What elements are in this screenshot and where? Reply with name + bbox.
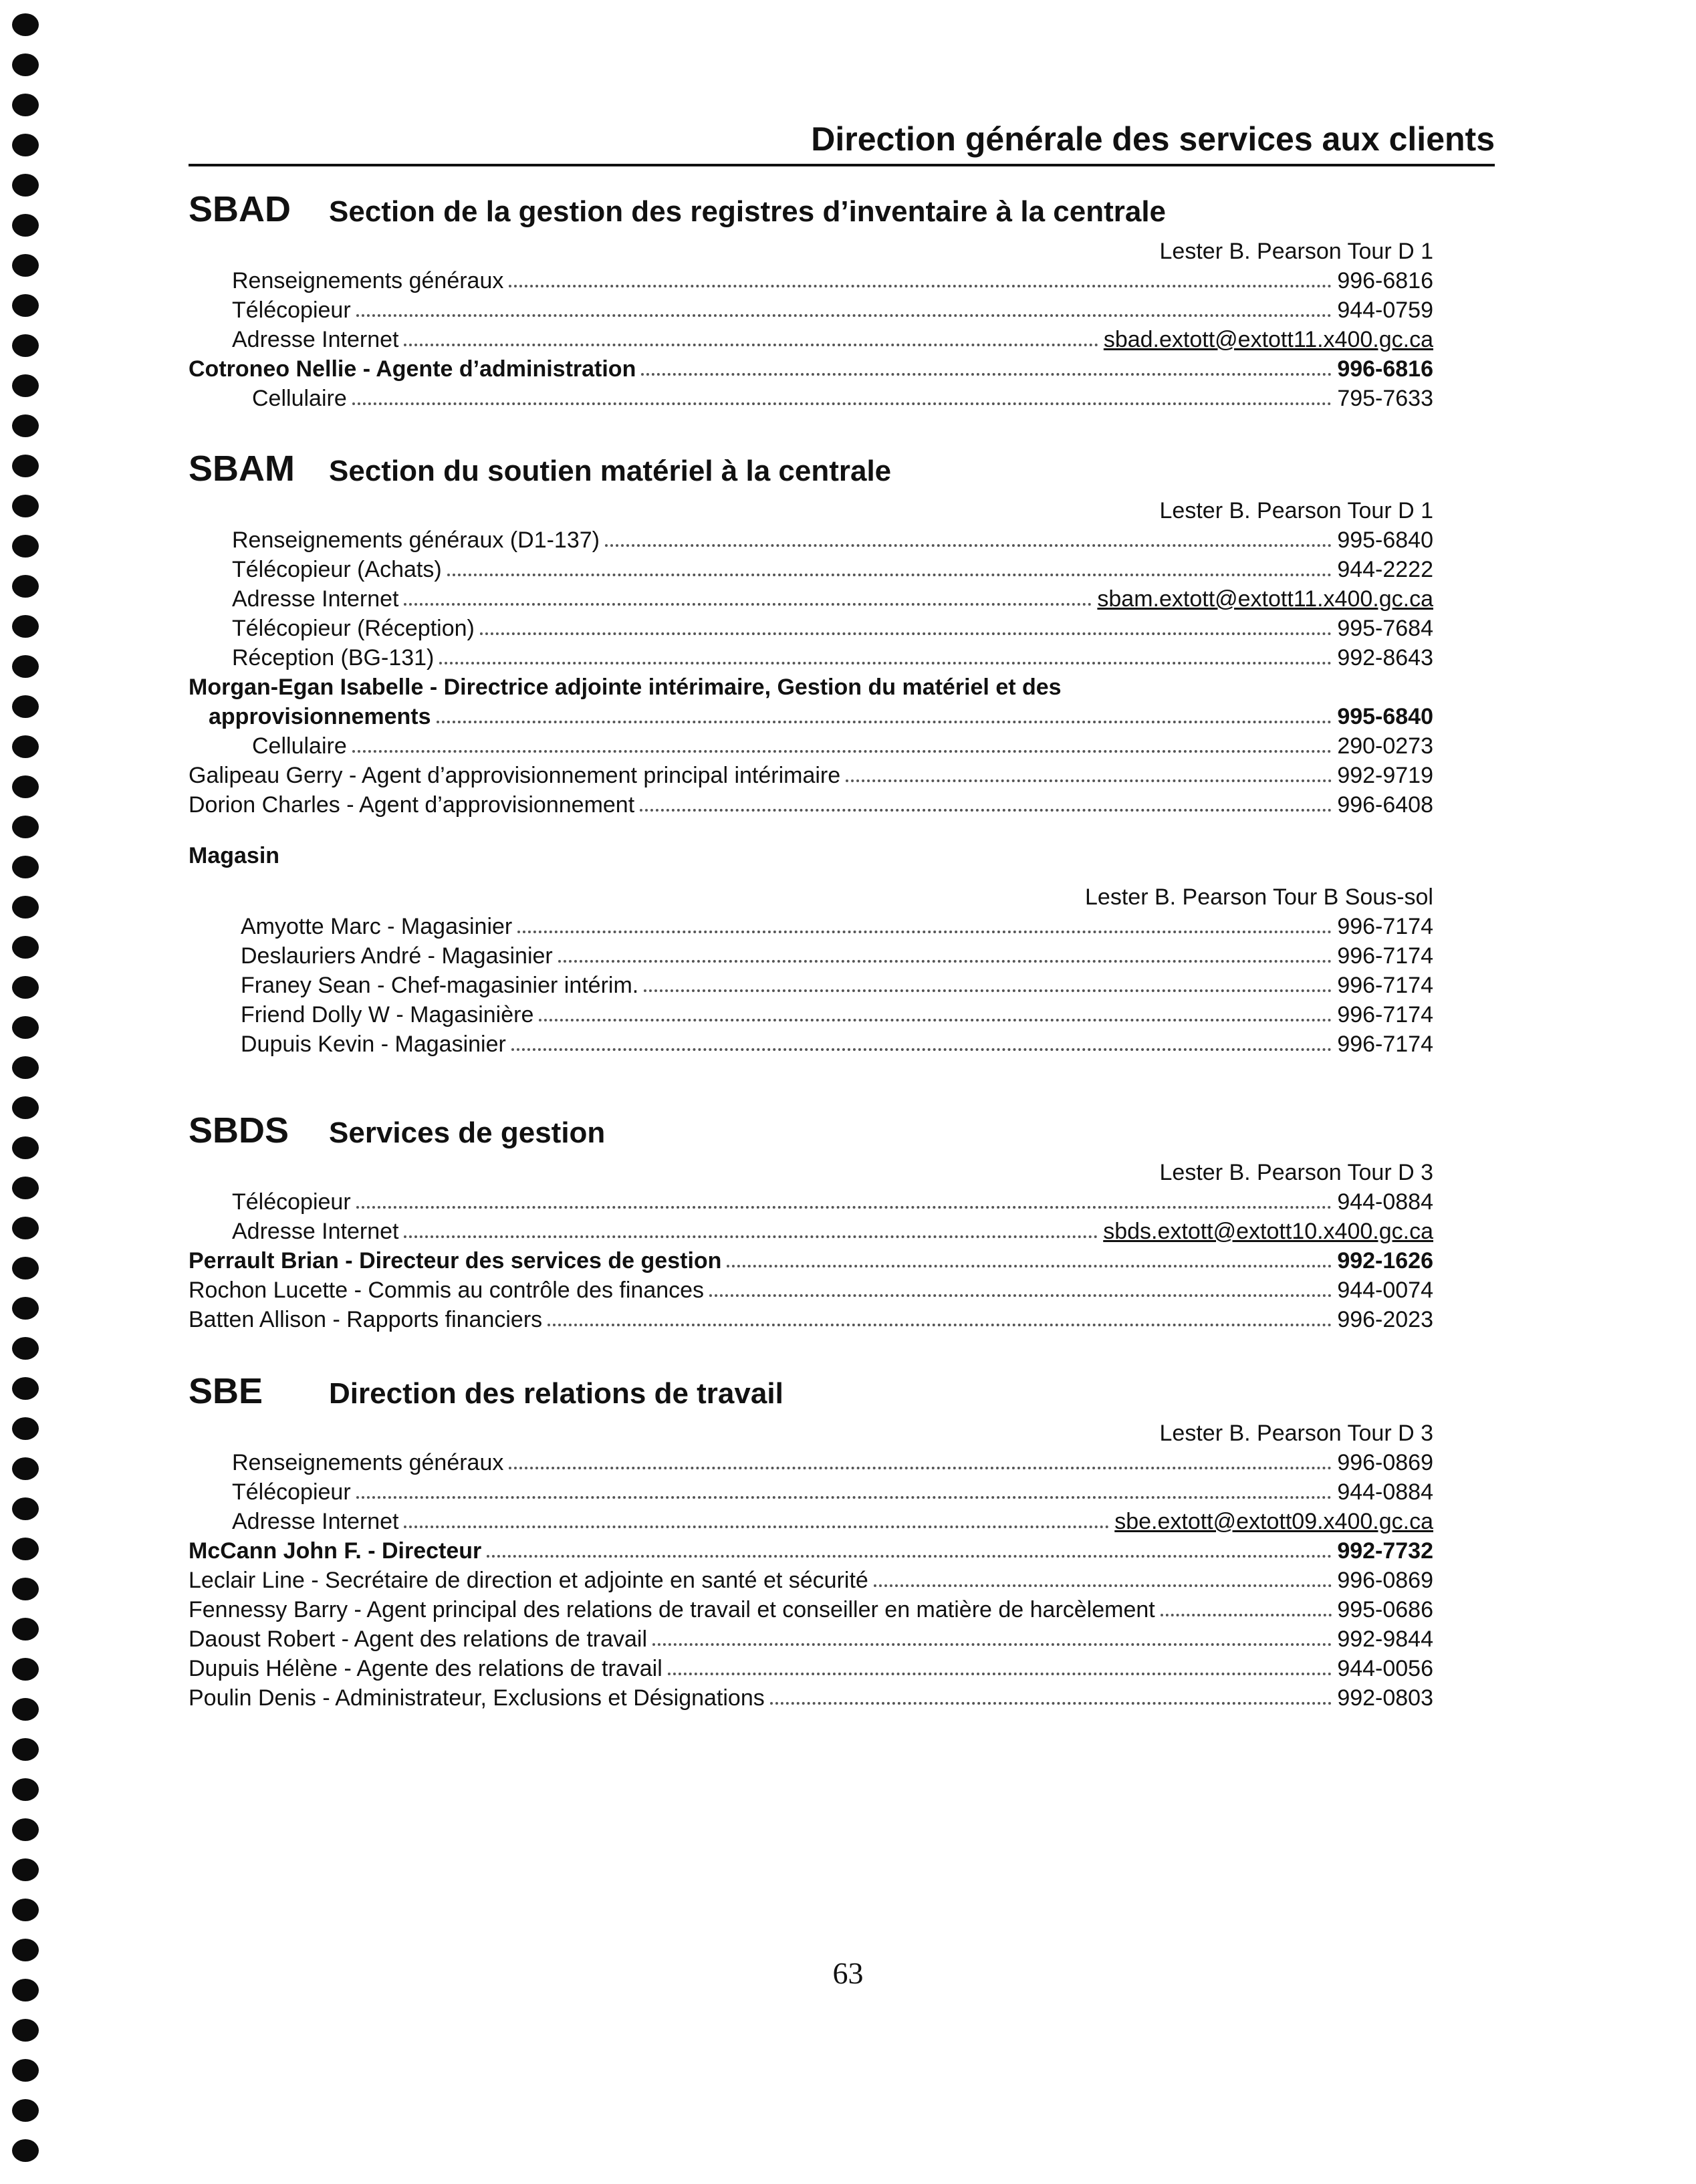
binder-hole xyxy=(12,1858,39,1881)
binder-hole xyxy=(12,1297,39,1320)
binder-hole xyxy=(12,735,39,758)
entry-label: Leclair Line - Secrétaire de direction et adjointe en santé et sécurité xyxy=(189,1568,868,1593)
leader-dots xyxy=(437,721,1332,723)
entry-label: Réception (BG-131) xyxy=(232,645,435,671)
entry-row xyxy=(189,702,1433,731)
binder-hole xyxy=(12,294,39,317)
entry-label: Batten Allison - Rapports financiers xyxy=(189,1307,543,1332)
entry-label: Dupuis Hélène - Agente des relations de travail xyxy=(189,1656,662,1681)
binder-hole xyxy=(12,535,39,558)
entry-row xyxy=(189,1448,1433,1477)
entry-phone: 944-2222 xyxy=(1337,557,1433,582)
entry-row xyxy=(189,266,1433,295)
binder-hole xyxy=(12,936,39,959)
entry-row xyxy=(189,1246,1433,1276)
entry-row xyxy=(189,1536,1433,1566)
entry-row xyxy=(189,295,1433,325)
binder-hole xyxy=(12,775,39,798)
entry-phone: 944-0074 xyxy=(1337,1278,1433,1303)
section-heading xyxy=(189,189,1433,237)
entry-row xyxy=(189,325,1433,354)
entry-phone: 996-2023 xyxy=(1337,1307,1433,1332)
section-heading xyxy=(189,1370,1433,1419)
entry-label: Renseignements généraux xyxy=(232,268,504,293)
leader-dots xyxy=(709,1294,1332,1297)
leader-dots xyxy=(641,373,1332,376)
leader-dots xyxy=(439,662,1332,664)
leader-dots xyxy=(668,1673,1332,1675)
leader-dots xyxy=(874,1584,1332,1587)
entry-phone: 944-0884 xyxy=(1337,1479,1433,1505)
leader-dots xyxy=(509,1467,1332,1469)
subsection-location: Lester B. Pearson Tour B Sous-sol xyxy=(1085,884,1433,910)
leader-dots xyxy=(539,1019,1332,1021)
entry-phone: 996-0869 xyxy=(1337,1450,1433,1475)
binder-hole xyxy=(12,1738,39,1761)
binder-hole xyxy=(12,655,39,678)
entry-row xyxy=(189,912,1433,941)
entry-row xyxy=(189,1029,1433,1059)
leader-dots xyxy=(356,1496,1332,1499)
entry-phone: 996-7174 xyxy=(1337,1002,1433,1027)
entry-label: Cellulaire xyxy=(252,733,347,759)
entry-row xyxy=(189,971,1433,1000)
binder-hole xyxy=(12,1618,39,1641)
entry-row xyxy=(189,1276,1433,1305)
email-link[interactable]: sbam.extott@extott11.x400.gc.ca xyxy=(1097,586,1433,612)
binder-hole xyxy=(12,896,39,919)
binder-hole xyxy=(12,214,39,237)
entry-row xyxy=(189,1595,1433,1624)
binder-hole xyxy=(12,1056,39,1079)
entry-row xyxy=(189,525,1433,555)
entry-label-first-line: Morgan-Egan Isabelle - Directrice adjointe intérimaire, Gestion du matériel et des xyxy=(189,675,1062,700)
entry-label: McCann John F. - Directeur xyxy=(189,1538,482,1564)
entry-row xyxy=(189,1507,1433,1536)
leader-dots xyxy=(727,1265,1332,1267)
entry-label: Adresse Internet xyxy=(232,327,399,352)
page-header xyxy=(189,110,1495,166)
leader-dots xyxy=(1161,1614,1332,1616)
section-code: SBAM xyxy=(189,449,295,489)
entry-phone: 995-0686 xyxy=(1337,1597,1433,1622)
email-link[interactable]: sbe.extott@extott09.x400.gc.ca xyxy=(1114,1509,1433,1534)
leader-dots xyxy=(487,1555,1332,1558)
entry-phone: 995-6840 xyxy=(1337,527,1433,553)
entry-phone: 944-0759 xyxy=(1337,297,1433,323)
entry-row xyxy=(189,1624,1433,1654)
leader-dots xyxy=(447,574,1332,576)
entry-label: Rochon Lucette - Commis au contrôle des finances xyxy=(189,1278,705,1303)
entry-label: Télécopieur xyxy=(232,297,351,323)
leader-dots xyxy=(356,314,1332,317)
binder-hole xyxy=(12,374,39,397)
subsection-title: Magasin xyxy=(189,843,280,868)
email-link[interactable]: sbds.extott@extott10.x400.gc.ca xyxy=(1103,1219,1433,1244)
entry-phone: 992-7732 xyxy=(1337,1538,1433,1564)
entry-row xyxy=(189,1566,1433,1595)
binder-hole xyxy=(12,1337,39,1360)
section-sbad xyxy=(189,189,1433,413)
entry-label: Deslauriers André - Magasinier xyxy=(241,943,553,969)
binder-hole xyxy=(12,414,39,437)
binder-hole xyxy=(12,1217,39,1239)
section-sbe xyxy=(189,1370,1433,1713)
entry-label: Poulin Denis - Administrateur, Exclusions et Désignations xyxy=(189,1685,765,1711)
entry-label: Adresse Internet xyxy=(232,1509,399,1534)
binder-hole xyxy=(12,1538,39,1560)
section-name: Direction des relations de travail xyxy=(329,1377,783,1410)
entry-row xyxy=(189,941,1433,971)
binder-hole xyxy=(12,1658,39,1681)
entry-row xyxy=(189,643,1433,673)
entry-label: Cotroneo Nellie - Agente d’administration xyxy=(189,356,636,382)
entry-phone: 290-0273 xyxy=(1337,733,1433,759)
binder-hole xyxy=(12,254,39,277)
binder-hole xyxy=(12,2019,39,2042)
entry-phone: 995-7684 xyxy=(1337,616,1433,641)
entry-label: Franey Sean - Chef-magasinier intérim. xyxy=(241,973,639,998)
entry-label: approvisionnements xyxy=(209,704,431,729)
entry-phone: 992-8643 xyxy=(1337,645,1433,671)
entry-phone: 992-9844 xyxy=(1337,1626,1433,1652)
binder-hole xyxy=(12,495,39,517)
binder-hole xyxy=(12,2059,39,2082)
entry-phone: 992-1626 xyxy=(1337,1248,1433,1273)
section-sbam xyxy=(189,448,1433,1059)
binder-hole xyxy=(12,1177,39,1199)
binder-hole xyxy=(12,976,39,999)
leader-dots xyxy=(404,1526,1109,1528)
section-location: Lester B. Pearson Tour D 3 xyxy=(1159,1421,1433,1446)
entry-row xyxy=(189,1477,1433,1507)
leader-dots xyxy=(352,750,1332,753)
binder-hole xyxy=(12,134,39,156)
entry-phone: 996-6408 xyxy=(1337,792,1433,818)
entry-phone: 996-6816 xyxy=(1337,356,1433,382)
entry-phone: 795-7633 xyxy=(1337,386,1433,411)
binder-hole xyxy=(12,13,39,36)
entry-row xyxy=(189,761,1433,790)
binder-hole xyxy=(12,856,39,878)
binder-hole xyxy=(12,1457,39,1480)
section-location: Lester B. Pearson Tour D 1 xyxy=(1159,498,1433,523)
entry-label: Cellulaire xyxy=(252,386,347,411)
entry-row xyxy=(189,790,1433,820)
entry-label: Renseignements généraux xyxy=(232,1450,504,1475)
binder-hole xyxy=(12,816,39,838)
page-title: Direction générale des services aux clients xyxy=(811,120,1495,158)
binder-hole xyxy=(12,53,39,76)
section-name: Services de gestion xyxy=(329,1116,606,1149)
section-sbds xyxy=(189,1110,1433,1334)
entry-phone: 996-6816 xyxy=(1337,268,1433,293)
entry-row xyxy=(189,354,1433,384)
section-code: SBDS xyxy=(189,1110,289,1150)
leader-dots xyxy=(352,402,1332,405)
leader-dots xyxy=(548,1324,1332,1326)
entry-row xyxy=(189,1305,1433,1334)
entry-label: Galipeau Gerry - Agent d’approvisionnement principal intérimaire xyxy=(189,763,841,788)
entry-row xyxy=(189,384,1433,413)
binder-holes xyxy=(12,13,41,2179)
entry-label: Télécopieur xyxy=(232,1479,351,1505)
binder-hole xyxy=(12,1136,39,1159)
section-location: Lester B. Pearson Tour D 1 xyxy=(1159,239,1433,264)
entry-label: Dupuis Kevin - Magasinier xyxy=(241,1032,506,1057)
binder-hole xyxy=(12,1016,39,1039)
section-name: Section du soutien matériel à la centrale xyxy=(329,455,892,487)
entry-row xyxy=(189,584,1433,614)
binder-hole xyxy=(12,1778,39,1801)
leader-dots xyxy=(404,603,1092,606)
binder-hole xyxy=(12,1257,39,1280)
binder-hole xyxy=(12,94,39,116)
leader-dots xyxy=(770,1702,1332,1705)
binder-hole xyxy=(12,1899,39,1921)
entry-label: Dorion Charles - Agent d’approvisionnement xyxy=(189,792,635,818)
entry-phone: 992-0803 xyxy=(1337,1685,1433,1711)
entry-phone: 944-0884 xyxy=(1337,1189,1433,1215)
entry-phone: 995-6840 xyxy=(1337,704,1433,729)
leader-dots xyxy=(846,779,1332,782)
leader-dots xyxy=(517,931,1332,933)
entry-phone: 996-7174 xyxy=(1337,943,1433,969)
entry-row xyxy=(189,1654,1433,1683)
binder-hole xyxy=(12,615,39,638)
section-heading xyxy=(189,1110,1433,1158)
binder-hole xyxy=(12,1578,39,1600)
section-code: SBE xyxy=(189,1371,263,1411)
binder-hole xyxy=(12,695,39,718)
leader-dots xyxy=(558,960,1332,963)
entry-phone: 996-7174 xyxy=(1337,914,1433,939)
entry-row xyxy=(189,1187,1433,1217)
binder-hole xyxy=(12,1417,39,1440)
entry-label: Daoust Robert - Agent des relations de travail xyxy=(189,1626,648,1652)
entry-row xyxy=(189,731,1433,761)
binder-hole xyxy=(12,174,39,197)
entry-label: Friend Dolly W - Magasinière xyxy=(241,1002,534,1027)
leader-dots xyxy=(605,544,1332,547)
entry-row xyxy=(189,1217,1433,1246)
entry-row xyxy=(189,555,1433,584)
entry-label: Fennessy Barry - Agent principal des relations de travail et conseiller en matière de harcèlement xyxy=(189,1597,1155,1622)
binder-hole xyxy=(12,1096,39,1119)
entry-label: Adresse Internet xyxy=(232,586,399,612)
leader-dots xyxy=(356,1206,1332,1209)
leader-dots xyxy=(640,809,1332,812)
binder-hole xyxy=(12,455,39,477)
leader-dots xyxy=(652,1643,1332,1646)
binder-hole xyxy=(12,1497,39,1520)
entry-row xyxy=(189,1000,1433,1029)
entry-label: Télécopieur (Achats) xyxy=(232,557,442,582)
entry-phone: 996-7174 xyxy=(1337,973,1433,998)
section-code: SBAD xyxy=(189,189,291,229)
entry-label: Perrault Brian - Directeur des services de gestion xyxy=(189,1248,722,1273)
entry-label: Renseignements généraux (D1-137) xyxy=(232,527,600,553)
entry-row xyxy=(189,614,1433,643)
binder-hole xyxy=(12,575,39,598)
entry-phone: 996-0869 xyxy=(1337,1568,1433,1593)
binder-hole xyxy=(12,1818,39,1841)
section-heading xyxy=(189,448,1433,496)
section-location: Lester B. Pearson Tour D 3 xyxy=(1159,1160,1433,1185)
leader-dots xyxy=(480,632,1332,635)
entry-phone: 992-9719 xyxy=(1337,763,1433,788)
entry-label: Amyotte Marc - Magasinier xyxy=(241,914,513,939)
binder-hole xyxy=(12,1377,39,1400)
binder-hole xyxy=(12,2139,39,2162)
binder-hole xyxy=(12,1698,39,1721)
leader-dots xyxy=(511,1048,1332,1051)
page-number: 63 xyxy=(832,1956,864,1990)
email-link[interactable]: sbad.extott@extott11.x400.gc.ca xyxy=(1103,327,1433,352)
entry-label: Adresse Internet xyxy=(232,1219,399,1244)
entry-phone: 996-7174 xyxy=(1337,1032,1433,1057)
entry-label: Télécopieur (Réception) xyxy=(232,616,475,641)
leader-dots xyxy=(404,344,1098,346)
binder-hole xyxy=(12,334,39,357)
section-name: Section de la gestion des registres d’inventaire à la centrale xyxy=(329,195,1167,228)
entry-label: Télécopieur xyxy=(232,1189,351,1215)
leader-dots xyxy=(644,989,1332,992)
leader-dots xyxy=(404,1235,1098,1238)
entry-row xyxy=(189,1683,1433,1713)
entry-phone: 944-0056 xyxy=(1337,1656,1433,1681)
binder-hole xyxy=(12,2099,39,2122)
leader-dots xyxy=(509,285,1332,287)
